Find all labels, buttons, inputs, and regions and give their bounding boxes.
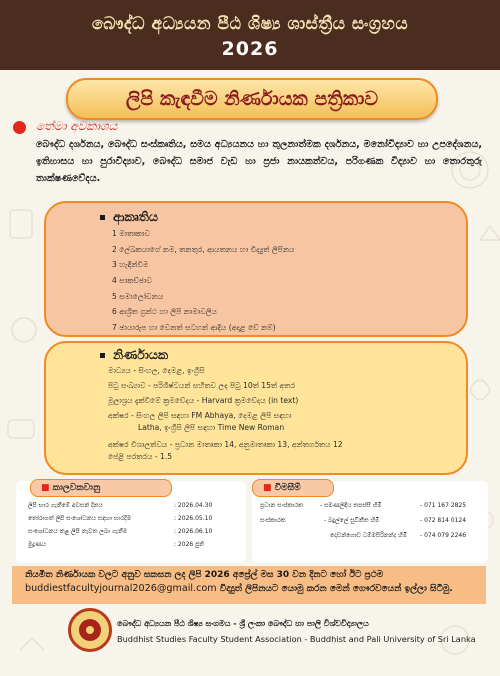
criteria-line: අක්ෂර විශාලත්වය - ප්‍රධාන මාතෘකා 14, අනුමාතෘකා 13, අන්තර්ගතය 12 xyxy=(108,440,343,449)
subtitle-banner: ලිපි කැඳවීම නිර්ණායක පත්‍රිකාව xyxy=(66,78,438,120)
inquiries-heading: ■ විමසීම් xyxy=(252,479,334,497)
timeline-row: ලිපි භාර ගැනීමේ අවසන් දිනය xyxy=(28,502,103,509)
timeline-row: තෝරාගත් ලිපි සංශෝධනය සඳහා භාරදීම xyxy=(28,515,132,522)
page-year: 2026 xyxy=(221,38,279,60)
criteria-line: පේළි පරතරය - 1.5 xyxy=(108,452,173,461)
page-title: බෞද්ධ අධ්‍යයන පීඨ ශිෂ්‍ය ශාස්ත්‍රීය සංග්‍රහය xyxy=(91,14,409,34)
association-logo xyxy=(68,608,112,652)
bullet-dot-icon xyxy=(13,121,26,134)
inquiry-phone: - 072 814 0124 xyxy=(420,517,467,524)
theme-label: තේමා අවකාශය xyxy=(36,119,118,133)
list-item: 5 සමාලෝචනය xyxy=(112,291,164,301)
timeline-row: සංශෝධනය කළ ලිපි නැවත ලබා ගැනීම xyxy=(28,528,128,535)
submission-note xyxy=(25,568,479,596)
square-bullet-icon xyxy=(100,353,105,358)
timeline-row: මුද්‍රණය xyxy=(28,541,47,548)
structure-box xyxy=(44,201,468,337)
list-item: 1 මාතෘකාව xyxy=(112,229,150,238)
inquiry-phone: - 071 167 2825 xyxy=(420,502,467,509)
criteria-list xyxy=(108,365,343,463)
criteria-line: Latha, ඉංග්‍රීසි ලිපි සඳහා Time New Roman xyxy=(138,423,285,432)
inquiry-role: ප්‍රධාන සංස්කාරක xyxy=(260,502,303,509)
inquiry-name: - බදුල්ලේ සුවිනීත හිමි xyxy=(324,517,380,524)
criteria-line: මාධ්‍යය - සිංහල, දෙමළ, ඉංග්‍රීසි xyxy=(108,366,205,375)
criteria-line: මූලාශ්‍රය දැක්වීමේ ක්‍රමවේදය - Harvard ක්‍රමවේදය (in text) xyxy=(108,396,299,405)
criteria-line: පිටු සංඛ්‍යාව - පරිශිෂ්ටයන් සහිතව ලද පිටු 10ත් 15ත් අතර xyxy=(108,381,295,390)
timeline-date: : 2026.04.30 xyxy=(174,502,213,509)
structure-list xyxy=(112,226,294,336)
inquiry-phone: - 074 079 2246 xyxy=(420,532,467,539)
organization-name-si: බෞද්ධ අධ්‍යයන පීඨ ශිෂ්‍ය සංගමය - ශ්‍රී ලංකා බෞද්ධ හා පාලි විශ්වවිද්‍යාලය xyxy=(117,619,369,628)
list-item: 4 සාකච්ඡාව xyxy=(112,276,152,286)
criteria-box xyxy=(44,341,468,475)
inquiry-name: - සමණලිඳිය තපස්සී හිමි xyxy=(320,502,382,509)
timeline-heading: ■ කාලවකවානු xyxy=(30,479,172,497)
email-link[interactable]: buddiestfacultyjournal2026@gmail.com xyxy=(25,583,217,594)
timeline-panel xyxy=(16,481,246,563)
theme-text: බෞද්ධ දර්ශනය, බෞද්ධ සංස්කෘතිය, සමය අධ්‍යයනය හා තුලනාත්මක දර්ශනය, මනෝවිද්‍යාව හා උපදේශනය, ඉතිහාසය හා පුරාවිද්‍යාව, බෞද්ධ සමාජ වැඩ හා ප්‍රජා නායකත්වය, පරිගණක විද්‍යාව හා තොරතුරු තාක්ෂණවේදය. xyxy=(36,139,482,184)
inquiry-role: සංස්කාරක xyxy=(260,517,286,524)
criteria-line: අක්ෂර - සිංහල ලිපි සඳහා FM Abhaya, දෙමළ ලිපි සඳහා xyxy=(108,411,292,420)
list-item: 7 ඡායාරූප හා වෙනත් සටහන් ආදිය (අදාළ වේ නම්) xyxy=(112,323,276,333)
submission-line: නියමිත නිර්ණායක වලට අනුව සකසන ලද ලිපි 2026 අප්‍රේල් මස 30 වන දිනට හෝ ඊට ප්‍රථම xyxy=(25,570,384,580)
timeline-date: : 2026.06.10 xyxy=(174,528,213,535)
inquiry-name: දොඩන්ගොඩ ධම්මසිරිනන්ද හිමි xyxy=(330,532,408,539)
list-item: 3 හැඳින්වීම xyxy=(112,260,149,270)
structure-heading: ආකෘතිය xyxy=(100,209,158,225)
list-item: 2 ලේඛකයාගේ නම, තනතුර, ආයතනය හා විද්‍යුත් ලිපිනය xyxy=(112,244,295,254)
criteria-heading: නිර්ණායක xyxy=(100,347,168,363)
submission-line-end: විද්‍යුත් ලිපිනයට යොමු කරන මෙන් ගෞරවයෙන් ඉල්ලා සිටිමු. xyxy=(216,584,453,594)
list-item: 6 ආශ්‍රිත ග්‍රන්ථ හා ලිපි නාමාවලිය xyxy=(112,307,217,317)
inquiries-panel xyxy=(252,481,488,563)
square-bullet-icon xyxy=(100,215,105,220)
timeline-date: : 2026 ජුනි xyxy=(174,541,205,548)
organization-name-en: Buddhist Studies Faculty Student Association - Buddhist and Pali University of Sri Lanka xyxy=(117,634,476,644)
timeline-date: : 2026.05.10 xyxy=(174,515,213,522)
